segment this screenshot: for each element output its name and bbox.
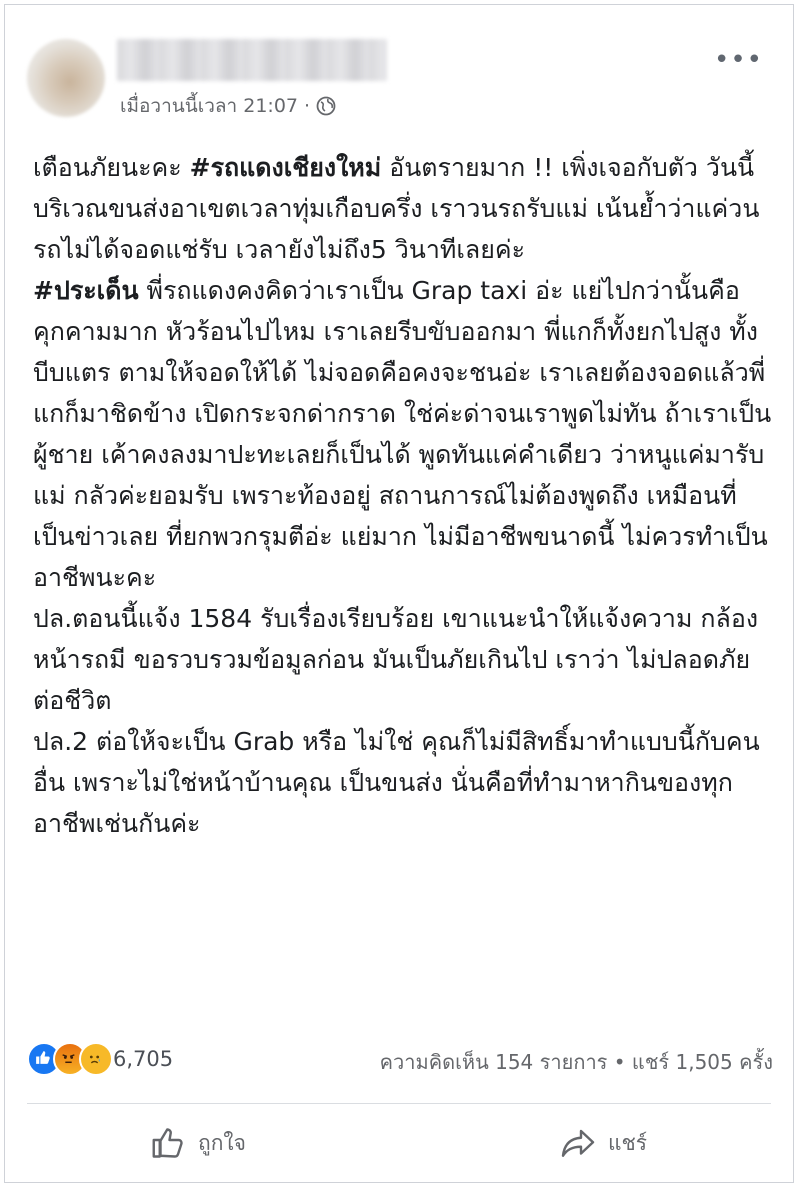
post-paragraph	[33, 188, 778, 270]
post-header	[5, 5, 793, 125]
sad-reaction-icon	[79, 1042, 113, 1076]
post-text: ปล.2 ต่อให้จะเป็น Grab หรือ ไม่ใช่ คุณก็ไม่มีสิทธิ์มาทำแบบนี้กับคนอื่น เพราะไม่ใช่หน้าบ้านคุณ เป็นขนส่ง นั่นคือที่ทำมาหากินของทุกอาชีพเช่นกันค่ะ	[33, 727, 760, 838]
divider	[27, 1103, 771, 1104]
action-bar	[5, 1117, 793, 1177]
reaction-count: 6,705	[113, 1047, 174, 1071]
post-paragraph	[33, 721, 778, 844]
post-paragraph	[33, 270, 778, 598]
post-paragraph	[33, 147, 778, 188]
share-arrow-icon	[560, 1125, 596, 1161]
like-label: ถูกใจ	[198, 1130, 246, 1155]
hashtag-link[interactable]: #รถแดงเชียงใหม่	[189, 153, 382, 182]
post-text: พี่รถแดงคงคิดว่าเราเป็น Grap taxi อ่ะ แย่ไปกว่านั้นคือคุกคามมาก หัวร้อนไปไหม เราเลยรีบขับออกมา พี่แกก็ทั้งยกไปสูง ทั้งบีบแตร ตามให้จอดให้ได้ ไม่จอดคือคงจะชนอ่ะ เราเลยต้องจอดแล้วพี่แกก็มาชิดข้าง เปิดกระจกด่ากราด ใช่ค่ะด่าจนเราพูดไม่ทัน ถ้าเราเป็นผู้ชาย เค้าคงลงมาปะทะเลยก็เป็นได้ พูดทันแค่คำเดียว ว่าหนูแค่มารับแม่ กลัวค่ะยอมรับ เพราะท้องอยู่ สถานการณ์ไม่ต้องพูดถึง เหมือนที่เป็นข่าวเลย ที่ยกพวกรุมตีอ่ะ แย่มาก ไม่มีอาชีพขนาดนี้ ไม่ควรทำเป็นอาชีพนะคะ	[33, 276, 772, 592]
globe-icon[interactable]	[316, 96, 336, 116]
timestamp[interactable]: เมื่อวานนี้เวลา 21:07	[120, 95, 299, 117]
post-text: ปล.ตอนนี้แจ้ง 1584 รับเรื่องเรียบร้อย เขาแนะนำให้แจ้งความ กล้องหน้ารถมี ขอรวบรวมข้อมูลก่อน มันเป็นภัยเกินไป เราว่า ไม่ปลอดภัยต่อชีวิต	[33, 604, 759, 715]
share-button[interactable]	[560, 1125, 647, 1161]
post-card	[4, 4, 794, 1183]
like-button[interactable]	[150, 1125, 246, 1161]
hashtag-link[interactable]: #ประเด็น	[33, 276, 139, 305]
meta-separator: ·	[304, 95, 311, 117]
reactions-summary[interactable]	[27, 1042, 173, 1076]
thumbs-up-icon	[150, 1125, 186, 1161]
comment-share-stats[interactable]: ความคิดเห็น 154 รายการ • แชร์ 1,505 ครั้ง	[379, 1050, 773, 1074]
post-body	[33, 147, 778, 844]
post-text: บริเวณขนส่งอาเขตเวลาทุ่มเกือบครึ่ง เราวนรถรับแม่ เน้นย้ำว่าแค่วนรถไม่ได้จอดแช่รับ เวลายังไม่ถึง5 วินาทีเลยค่ะ	[33, 194, 760, 264]
post-text: อันตรายมาก !! เพิ่งเจอกับตัว วันนี้	[381, 153, 755, 182]
avatar[interactable]	[27, 39, 105, 117]
post-meta	[120, 91, 336, 121]
post-paragraph	[33, 598, 778, 721]
more-options-icon[interactable]: •••	[713, 45, 763, 75]
author-name-blurred[interactable]	[117, 39, 387, 81]
share-label: แชร์	[608, 1130, 648, 1155]
post-text: เตือนภัยนะคะ	[33, 153, 190, 182]
